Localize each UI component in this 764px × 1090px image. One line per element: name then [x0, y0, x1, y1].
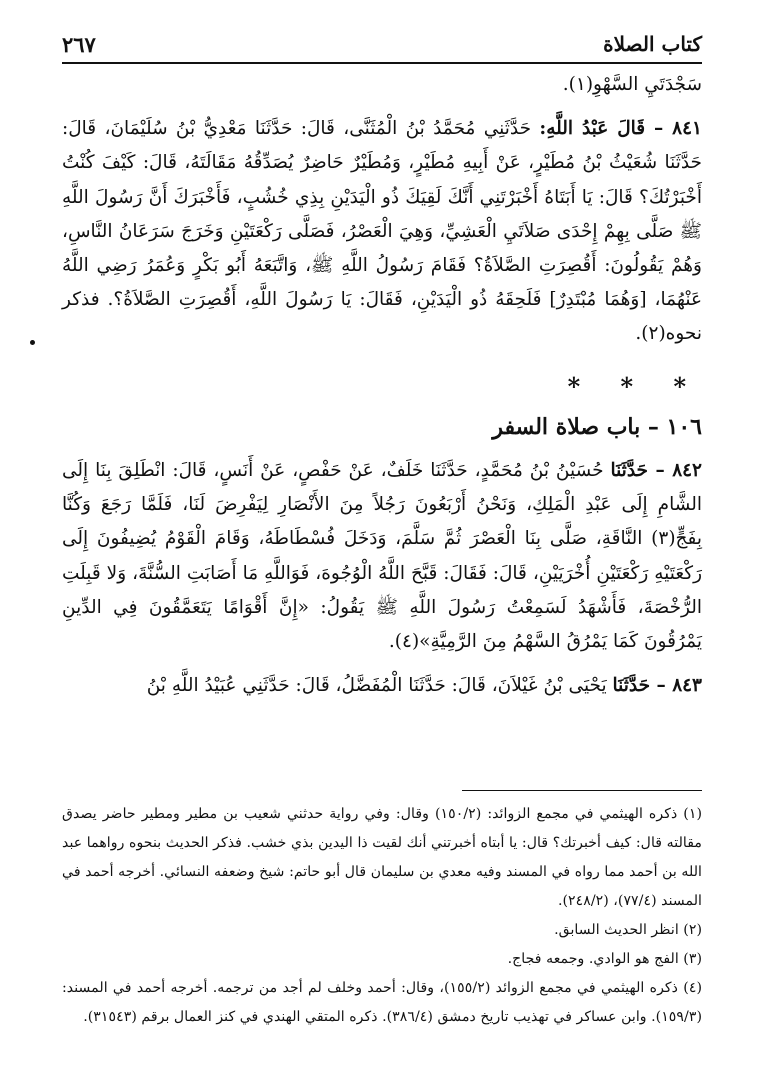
footnote-4 [62, 974, 702, 1032]
hadith-text: حَدَّثَنِي مُحَمَّدُ بْنُ الْمُثَنَّى، قَالَ: حَدَّثَنَا مَعْدِيُّ بْنُ سُلَيْمَانَ، قَالَ: حَدَّثَنَا شُعَيْثُ بْنُ مُطَيْرٍ، عَنْ أَبِيهِ مُطَيْرٍ، وَمُطَيْرٌ حَاضِرٌ يُصَدِّقُهُ مَقَالَتَهُ، قَالَ: كَيْفَ كُنْتُ أَخْبَرْتُكَ؟ قَالَ: يَا أَبَتَاهُ أَخْبَرْتَنِي أَنَّكَ لَقِيَكَ ذُو الْيَدَيْنِ بِذِي خُشُبٍ، فَأَخْبَرَكَ أَنَّ رَسُولَ اللَّهِ ﷺ صَلَّى بِهِمْ إِحْدَى صَلاَتَيِ الْعَشِيِّ، وَهِيَ الْعَصْرُ، فَصَلَّى رَكْعَتَيْنِ وَخَرَجَ سَرَعَانُ النَّاسِ، وَهُمْ يَقُولُونَ: أَقُصِرَتِ الصَّلاَةُ؟ فَقَامَ رَسُولُ اللَّهِ ﷺ، وَاتَّبَعَهُ أَبُو بَكْرٍ وَعُمَرُ رَضِي اللَّهُ عَنْهُمَا، [وَهُمَا مُبْتَدِرٌ] فَلَحِقَهُ ذُو الْيَدَيْنِ، فَقَالَ: يَا رَسُولَ اللَّهِ، أَقُصِرَتِ الصَّلاَةُ؟. فذكر نحوه(٢). [62, 118, 702, 345]
footnotes [62, 800, 702, 1032]
footnote-marker: (٢) [683, 922, 702, 938]
margin-mark [30, 340, 35, 345]
hadith-narrator: حَدَّثَنَا [610, 460, 648, 482]
hadith-842 [62, 454, 702, 659]
footnote-text: انظر الحديث السابق. [554, 922, 684, 938]
page-number: ٢٦٧ [62, 31, 96, 57]
chapter-title: ١٠٦ – باب صلاة السفر [492, 413, 702, 440]
footnote-text: الفج هو الوادي. وجمعه فجاج. [507, 951, 684, 967]
text-paragraph [62, 68, 702, 102]
footnote-2 [62, 916, 702, 945]
footnote-text: ذكره الهيثمي في مجمع الزوائد: (١٥٠/٢) وقال: وفي رواية حدثني شعيب بن مطير ومطير حاضر يصدق مقالته قال: كيف أخبرتك؟ قال: يا أبتاه أخبرتني أنك لقيت ذا اليدين بذي خشب. فذكر الحديث بنحوه رواهما عبد الله بن أحمد مما رواه في المسند وفيه معدي بن سليمان قال أبو حاتم: شيخ وضعفه النسائي. أخرجه أحمد في المسند (٧٧/٤)، (٢٤٨/٢). [62, 806, 702, 909]
hadith-number: ٨٤١ – [645, 118, 702, 140]
footnote-marker: (١) [683, 806, 702, 822]
footnote-divider [462, 790, 702, 791]
hadith-number: ٨٤٣ – [650, 675, 702, 697]
hadith-text: يَحْيَى بْنُ غَيْلاَنَ، قَالَ: حَدَّثَنَا الْمُفَضَّلُ، قَالَ: حَدَّثَنِي عُبَيْدُ اللَّهِ بْنُ [146, 675, 613, 697]
book-title: كتاب الصلاة [603, 32, 702, 56]
hadith-841 [62, 112, 702, 351]
section-separator: * * * [567, 371, 702, 401]
page-header [62, 26, 702, 64]
hadith-narrator: قَالَ عَبْدُ اللَّهِ: [539, 118, 646, 140]
footnote-text: ذكره الهيثمي في مجمع الزوائد (١٥٥/٢)، وقال: أحمد وخلف لم أجد من ترجمه. أخرجه أحمد في المسند: (١٥٩/٣). وابن عساكر في تهذيب تاريخ دمشق (٣٨٦/٤). ذكره المتقي الهندي في كنز العمال برقم (٣١٥٤٣). [62, 980, 702, 1025]
footnote-marker: (٣) [683, 951, 702, 967]
main-text [62, 68, 702, 703]
footnote-marker: (٤) [683, 980, 702, 996]
footnote-3 [62, 945, 702, 974]
footnote-1 [62, 800, 702, 916]
hadith-843 [62, 669, 702, 703]
hadith-narrator: حَدَّثَنَا [612, 675, 651, 697]
hadith-number: ٨٤٢ – [647, 460, 702, 482]
hadith-text: حُسَيْنُ بْنُ مُحَمَّدٍ، حَدَّثَنَا خَلَفٌ، عَنْ حَفْصٍ، عَنْ أَنَسٍ، قَالَ: انْطَلِقَ بِنَا إِلَى الشَّامِ إِلَى عَبْدِ الْمَلِكِ، وَنَحْنُ أَرْبَعُونَ رَجُلاً مِنَ الأَنْصَارِ لِيَفْرِضَ لَنَا، فَلَمَّا رَجَعَ وَكُنَّا بِفَجٍّ(٣) النَّاقَةِ، صَلَّى بِنَا الْعَصْرَ ثُمَّ سَلَّمَ، وَدَخَلَ فُسْطَاطَهُ، وَقَامَ الْقَوْمُ يُضِيفُونَ إِلَى رَكْعَتَيْهِ رَكْعَتَيْنِ أُخْرَيَيْنِ، قَالَ: فَقَالَ: قَبَّحَ اللَّهُ الْوُجُوهَ، فَوَاللَّهِ مَا أَصَابَتِ السُّنَّةَ، وَلا قَبِلَتِ الرُّخْصَةَ، فَأَشْهَدُ لَسَمِعْتُ رَسُولَ اللَّهِ ﷺ يَقُولُ: «إِنَّ أَقْوَامًا يَتَعَمَّقُونَ فِي الدِّينِ يَمْرُقُونَ كَمَا يَمْرُقُ السَّهْمُ مِنَ الرَّمِيَّةِ»(٤). [62, 460, 702, 653]
paragraph-body: سَجْدَتَيِ السَّهْوِ(١). [562, 74, 702, 95]
